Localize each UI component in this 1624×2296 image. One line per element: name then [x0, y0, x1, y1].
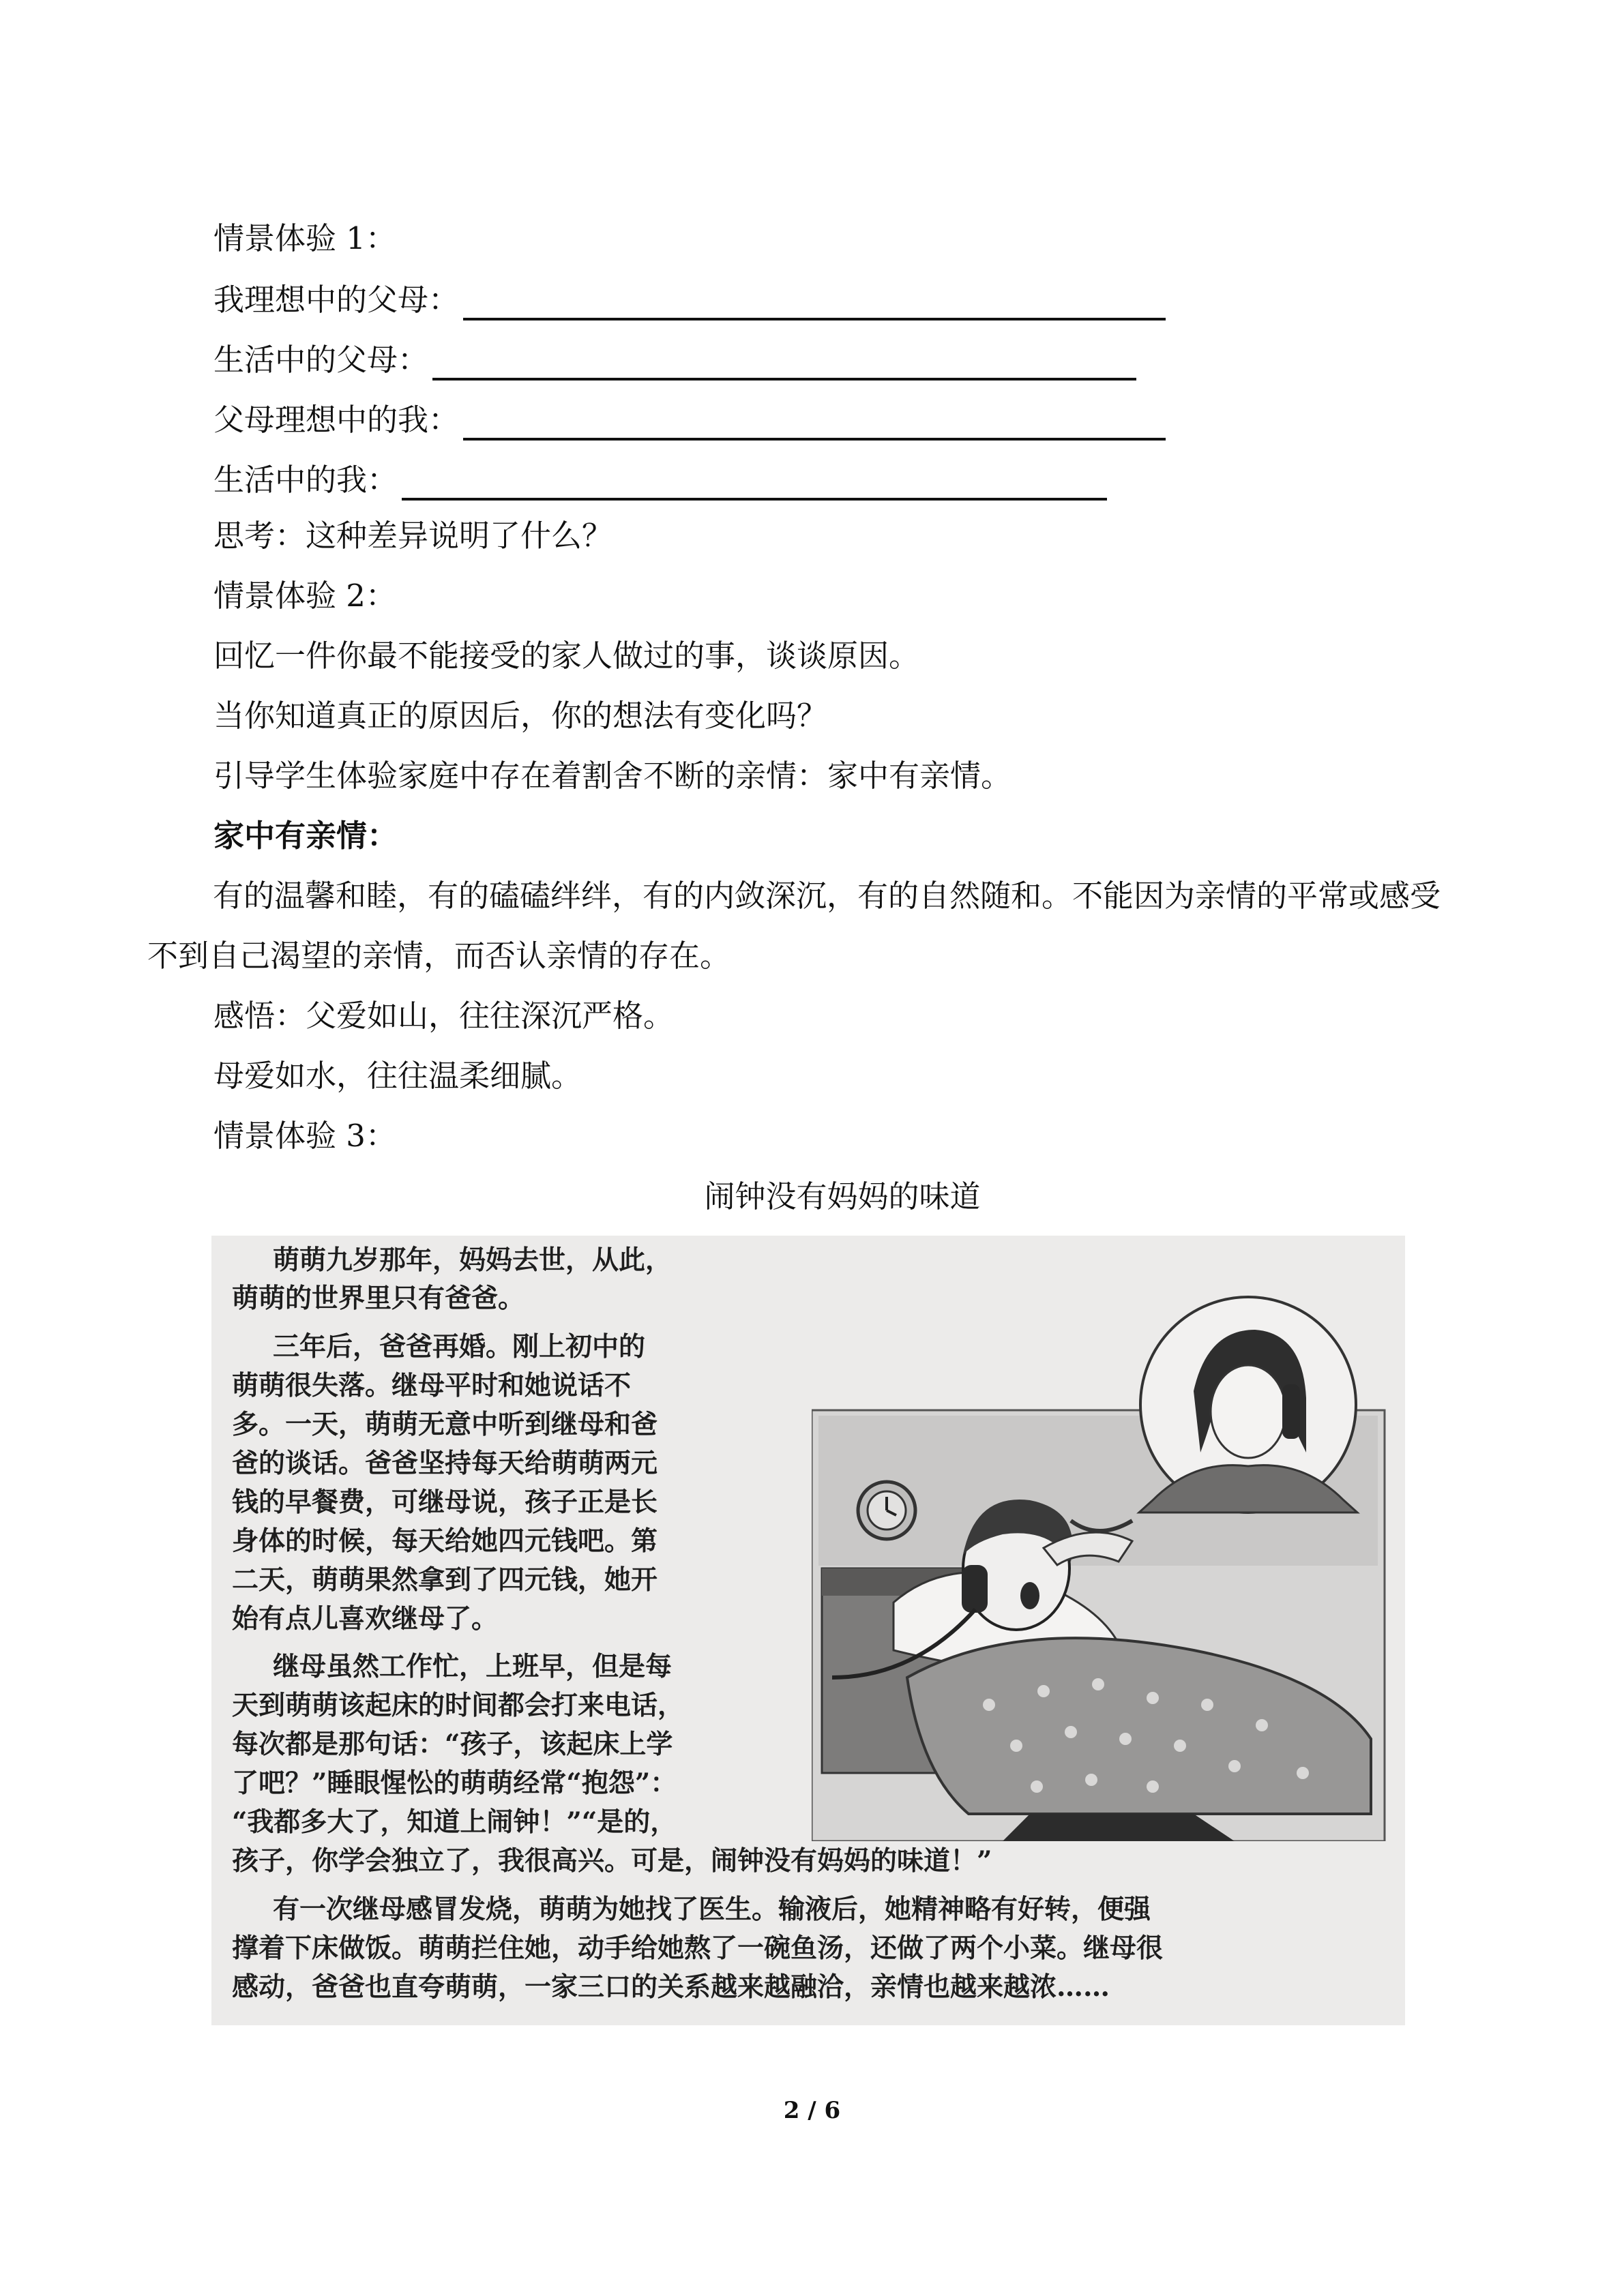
- think-question: 思考：这种差异说明了什么？: [213, 518, 613, 554]
- story-line: 萌萌很失落。继母平时和她说话不: [232, 1370, 632, 1401]
- ideal-parent-blank[interactable]: [463, 288, 1166, 320]
- ideal-me-blank[interactable]: [463, 408, 1166, 441]
- story-line: 始有点儿喜欢继母了。: [232, 1603, 499, 1635]
- story-line: 孩子，你学会独立了，我很高兴。可是，闹钟没有妈妈的味道！”: [232, 1845, 992, 1877]
- real-parent-label: 生活中的父母：: [213, 342, 429, 378]
- family-paragraph: 有的温馨和睦，有的磕磕绊绊，有的内敛深沉，有的自然随和。不能因为亲情的平常或感受不到自己渴望的亲情，而否认亲情的存在。: [147, 878, 1441, 974]
- story-line: 有一次继母感冒发烧，萌萌为她找了医生。输液后，她精神略有好转，便强: [273, 1894, 1151, 1925]
- story-line: 身体的时候，每天给她四元钱吧。第: [232, 1525, 658, 1557]
- real-me-label: 生活中的我：: [213, 462, 398, 498]
- story-line: 钱的早餐费，可继母说，孩子正是长: [232, 1487, 658, 1518]
- real-me-row: [213, 460, 1107, 501]
- ideal-me-label: 父母理想中的我：: [213, 402, 460, 438]
- story-line: 每次都是那句话：“孩子，该起床上学: [232, 1729, 673, 1760]
- story-line: 天到萌萌该起床的时间都会打来电话，: [232, 1690, 685, 1721]
- story-line: 三年后，爸爸再婚。刚上初中的: [273, 1331, 646, 1362]
- insight-line: 感悟：父爱如山，往往深沉严格。: [213, 998, 675, 1034]
- ideal-me-row: [213, 400, 1166, 441]
- scenario-3-label: 情景体验 3：: [213, 1118, 396, 1154]
- story-line: 萌萌的世界里只有爸爸。: [232, 1283, 525, 1314]
- story-line: 感动，爸爸也直夸萌萌，一家三口的关系越来越融洽，亲情也越来越浓……: [232, 1971, 1110, 2003]
- story-line: 爸的谈话。爸爸坚持每天给萌萌两元: [232, 1448, 658, 1479]
- bedroom-illustration: [812, 1296, 1398, 1841]
- real-me-blank[interactable]: [402, 468, 1107, 501]
- ideal-parent-row: [213, 280, 1166, 320]
- story-line: 萌萌九岁那年，妈妈去世，从此，: [273, 1244, 673, 1276]
- story-line: 了吧？”睡眼惺忪的萌萌经常“抱怨”：: [232, 1768, 677, 1799]
- story-line: 继母虽然工作忙，上班早，但是每: [273, 1651, 673, 1682]
- scenario-1-label: 情景体验 1：: [213, 220, 396, 256]
- section-heading: 家中有亲情：: [213, 818, 398, 854]
- story-line: 撑着下床做饭。萌萌拦住她，动手给她熬了一碗鱼汤，还做了两个小菜。继母很: [232, 1933, 1164, 1964]
- story-line: “我都多大了，知道上闹钟！”“是的，: [232, 1806, 677, 1838]
- story-line: 多。一天，萌萌无意中听到继母和爸: [232, 1409, 658, 1440]
- mother-line: 母爱如水，往往温柔细腻。: [213, 1058, 582, 1094]
- story-title: 闹钟没有妈妈的味道: [704, 1178, 981, 1214]
- recall-prompt: 回忆一件你最不能接受的家人做过的事，谈谈原因。: [213, 638, 920, 674]
- real-parent-row: [213, 340, 1136, 381]
- ideal-parent-label: 我理想中的父母：: [213, 282, 460, 318]
- real-parent-blank[interactable]: [432, 348, 1136, 381]
- guide-text: 引导学生体验家庭中存在着割舍不断的亲情：家中有亲情。: [213, 758, 1012, 794]
- page-number: 2 / 6: [783, 2097, 841, 2124]
- story-scan: [211, 1236, 1405, 2025]
- change-prompt: 当你知道真正的原因后，你的想法有变化吗？: [213, 698, 828, 734]
- scenario-2-label: 情景体验 2：: [213, 578, 396, 614]
- story-line: 二天，萌萌果然拿到了四元钱，她开: [232, 1564, 658, 1596]
